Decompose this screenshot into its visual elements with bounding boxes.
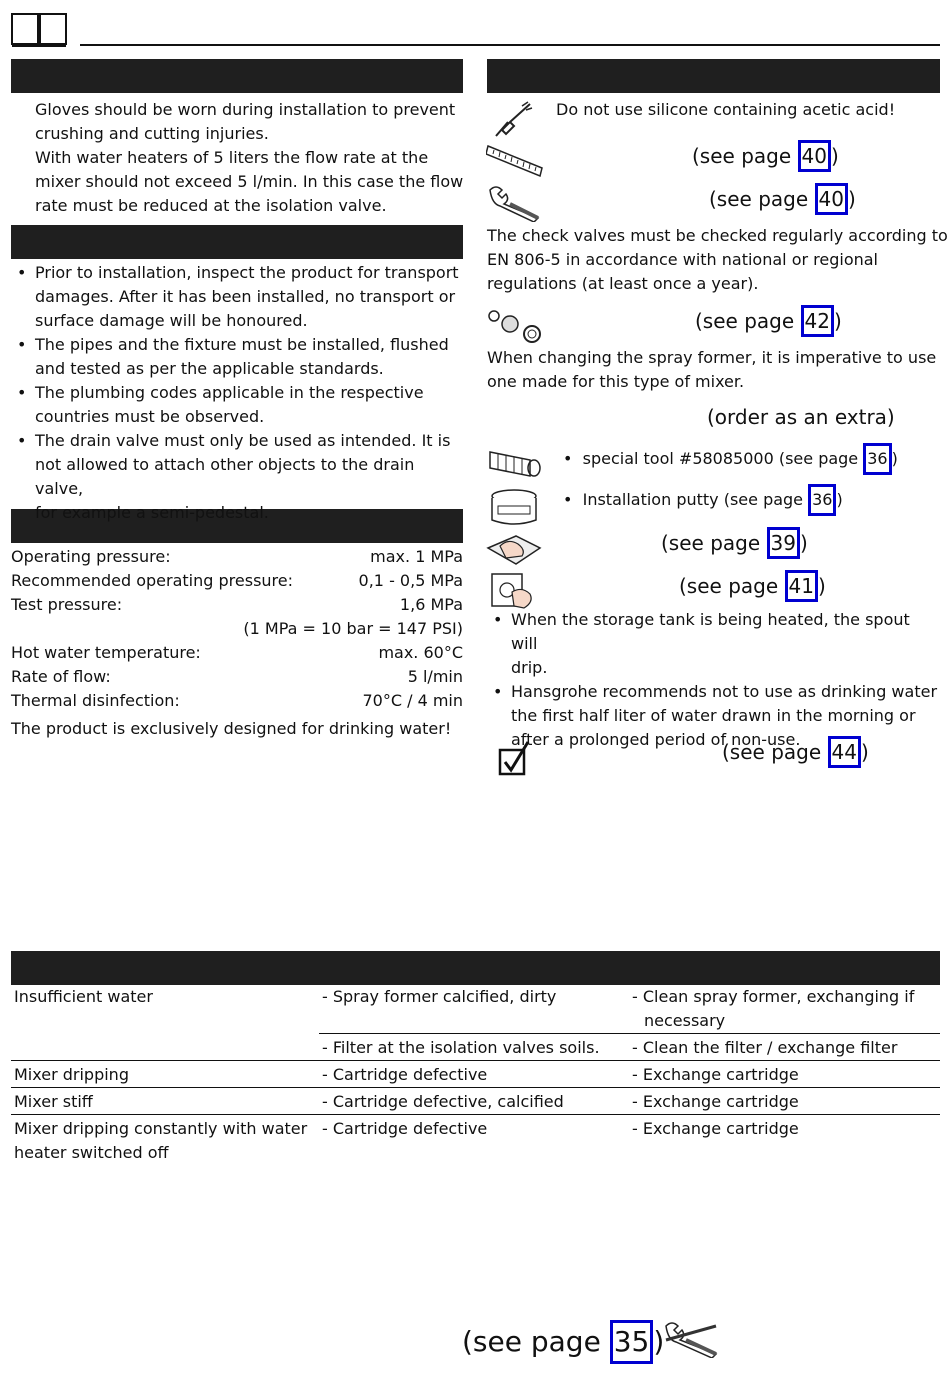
text-line: countries must be observed. — [35, 407, 265, 426]
tech-value: 0,1 - 0,5 MPa — [358, 571, 463, 590]
page-link[interactable]: 36 — [808, 484, 836, 516]
remedy-cell — [629, 985, 940, 1034]
list-item — [487, 608, 940, 680]
remedy-cell — [629, 1115, 940, 1166]
page-link[interactable]: 41 — [785, 570, 818, 602]
text-line: - Exchange cartridge — [632, 1065, 799, 1084]
text-line: regulations (at least once a year). — [487, 274, 759, 293]
see-page-clean — [679, 570, 826, 602]
tech-label: Hot water temperature: — [11, 643, 201, 662]
text-line: - Clean the filter / exchange filter — [632, 1038, 898, 1057]
tech-value: 1,6 MPa — [399, 595, 463, 614]
list-item — [487, 680, 940, 752]
page-link[interactable]: 42 — [801, 305, 834, 337]
text-line: - Exchange cartridge — [632, 1119, 799, 1138]
fault-cell — [11, 1115, 319, 1166]
installation-header-bar — [11, 225, 463, 259]
hand-cloth-icon — [486, 528, 544, 568]
list-item — [11, 429, 463, 525]
close-paren: ) — [830, 144, 839, 168]
spray-former-icon — [486, 306, 544, 344]
tech-value: max. 60°C — [378, 643, 463, 662]
page-link[interactable]: 35 — [610, 1320, 654, 1364]
see-page-check — [695, 305, 842, 337]
remedy-cell — [629, 1088, 940, 1115]
see-page-label: (see page — [709, 187, 815, 211]
troubleshooting-header-bar — [11, 951, 940, 985]
text-line: Mixer dripping constantly with water — [14, 1119, 308, 1138]
text-line: heater switched off — [14, 1143, 169, 1162]
text-line: Mixer dripping — [14, 1065, 129, 1084]
tech-value: 5 l/min — [407, 667, 463, 686]
text-line: • The drain valve must only be used as intended. It is — [35, 431, 451, 450]
tech-label: Thermal disinfection: — [11, 691, 180, 710]
right-header-bar — [487, 59, 940, 93]
safety-line: With water heaters of 5 liters the flow rate at the — [35, 148, 429, 167]
cause-cell — [319, 1115, 629, 1166]
text-line: When changing the spray former, it is imperative to use — [487, 348, 937, 367]
notes-list — [487, 608, 940, 752]
text-line: and tested as per the applicable standards. — [35, 359, 384, 378]
text-line: - Spray former calcified, dirty — [322, 987, 557, 1006]
safety-line: crushing and cutting injuries. — [35, 124, 269, 143]
cause-cell — [319, 1088, 629, 1115]
table-row — [11, 1115, 940, 1166]
tech-label: Operating pressure: — [11, 547, 171, 566]
see-page-spare — [661, 527, 808, 559]
page-link[interactable]: 40 — [815, 183, 848, 215]
book-icon — [10, 10, 68, 48]
page-link[interactable]: 39 — [767, 527, 800, 559]
table-row — [11, 1034, 940, 1061]
order-extra: (order as an extra) — [707, 405, 895, 429]
fault-cell — [11, 1088, 319, 1115]
table-row — [11, 985, 940, 1034]
text-line: surface damage will be honoured. — [35, 311, 308, 330]
list-item — [11, 261, 463, 333]
tech-label: Test pressure: — [11, 595, 123, 614]
table-row — [11, 1061, 940, 1088]
see-page-label: (see page — [679, 574, 785, 598]
page-link[interactable]: 36 — [863, 443, 891, 475]
tech-value: (1 MPa = 10 bar = 147 PSI) — [243, 619, 463, 638]
text-line: - Clean spray former, exchanging if — [632, 987, 915, 1006]
text-line: Insufficient water — [14, 987, 153, 1006]
see-page-test — [722, 736, 869, 768]
tech-label: Rate of flow: — [11, 667, 111, 686]
drinking-water-note: The product is exclusively designed for drinking water! — [11, 719, 452, 738]
text-line: The check valves must be checked regularly according to — [487, 226, 948, 245]
checkbox-checked-icon — [498, 740, 532, 778]
safety-line: rate must be reduced at the isolation valve. — [35, 196, 387, 215]
close-paren: ) — [860, 740, 869, 764]
check-valves-text — [487, 224, 948, 296]
remedy-cell — [629, 1061, 940, 1088]
safety-line: mixer should not exceed 5 l/min. In this case the flow — [35, 172, 464, 191]
installation-list — [11, 261, 463, 525]
see-page-label: (see page — [695, 309, 801, 333]
text-line: - Filter at the isolation valves soils. — [322, 1038, 600, 1057]
page-link[interactable]: 40 — [798, 140, 831, 172]
text-line: necessary — [644, 1011, 726, 1030]
text-line: - Cartridge defective, calcified — [322, 1092, 564, 1111]
ruler-icon — [486, 142, 544, 180]
text-line: for example a semi-pedestal. — [35, 503, 269, 522]
text-line: • The plumbing codes applicable in the respective — [35, 383, 424, 402]
text-line: damages. After it has been installed, no transport or — [35, 287, 456, 306]
remedy-cell — [629, 1034, 940, 1061]
text-line: one made for this type of mixer. — [487, 372, 745, 391]
text-line: not allowed to attach other objects to the drain valve, — [35, 455, 415, 498]
table-row — [11, 1088, 940, 1115]
silicone-gun-icon — [492, 100, 536, 140]
cause-cell — [319, 1034, 629, 1061]
page-link[interactable]: 44 — [828, 736, 861, 768]
text-line: drip. — [511, 658, 548, 677]
see-page-label: (see page — [692, 144, 798, 168]
troubleshooting-table — [11, 985, 940, 1165]
cause-cell — [319, 985, 629, 1034]
see-page-footer — [462, 1320, 664, 1364]
close-paren: ) — [799, 531, 808, 555]
safety-text — [35, 98, 463, 218]
tech-value: max. 1 MPa — [370, 547, 463, 566]
text-line: after a prolonged period of non-use. — [511, 730, 801, 749]
fault-cell — [11, 985, 319, 1034]
close-paren: ) — [817, 574, 826, 598]
spray-former-text — [487, 346, 936, 394]
see-page-dims — [692, 140, 839, 172]
fault-cell — [11, 1034, 319, 1061]
wrench-icon — [662, 1318, 722, 1358]
text-line: - Exchange cartridge — [632, 1092, 799, 1111]
putty-tin-icon — [486, 486, 544, 528]
text-line: • Prior to installation, inspect the product for transport — [35, 263, 459, 282]
see-page-label: (see page — [722, 740, 828, 764]
safety-header-bar — [11, 59, 463, 93]
header-rule — [80, 44, 940, 46]
see-page-label: (see page — [661, 531, 767, 555]
cause-cell — [319, 1061, 629, 1088]
hand-cleaning-icon — [486, 570, 544, 610]
putty-label: Installation putty (see page — [582, 490, 809, 509]
close-paren: ) — [836, 490, 843, 509]
silicone-warning: Do not use silicone containing acetic acid! — [556, 100, 896, 119]
see-page-label: (see page — [462, 1325, 610, 1358]
text-line: - Cartridge defective — [322, 1065, 488, 1084]
text-line: the first half liter of water drawn in the morning or — [511, 706, 916, 725]
special-tool-icon — [486, 444, 544, 482]
special-tool-item: • special tool #58085000 (see page 36 ) — [563, 443, 898, 475]
text-line: Mixer stiff — [14, 1092, 93, 1111]
text-line: • The pipes and the fixture must be installed, flushed — [35, 335, 449, 354]
list-item — [11, 333, 463, 381]
text-line: • When the storage tank is being heated, the spout will — [511, 610, 910, 653]
text-line: - Cartridge defective — [322, 1119, 488, 1138]
close-paren: ) — [653, 1325, 665, 1358]
safety-line: Gloves should be worn during installation to prevent — [35, 100, 456, 119]
tech-label: Recommended operating pressure: — [11, 571, 293, 590]
special-tool-label: special tool #58085000 (see page — [582, 449, 864, 468]
putty-item: • Installation putty (see page 36 ) — [563, 484, 843, 516]
text-line: • Hansgrohe recommends not to use as drinking water — [511, 682, 938, 701]
see-page-wrench — [709, 183, 856, 215]
text-line: EN 806-5 in accordance with national or regional — [487, 250, 878, 269]
close-paren: ) — [833, 309, 842, 333]
close-paren: ) — [847, 187, 856, 211]
close-paren: ) — [891, 449, 898, 468]
wrench-icon — [486, 184, 544, 222]
fault-cell — [11, 1061, 319, 1088]
list-item — [11, 381, 463, 429]
tech-value: 70°C / 4 min — [362, 691, 463, 710]
